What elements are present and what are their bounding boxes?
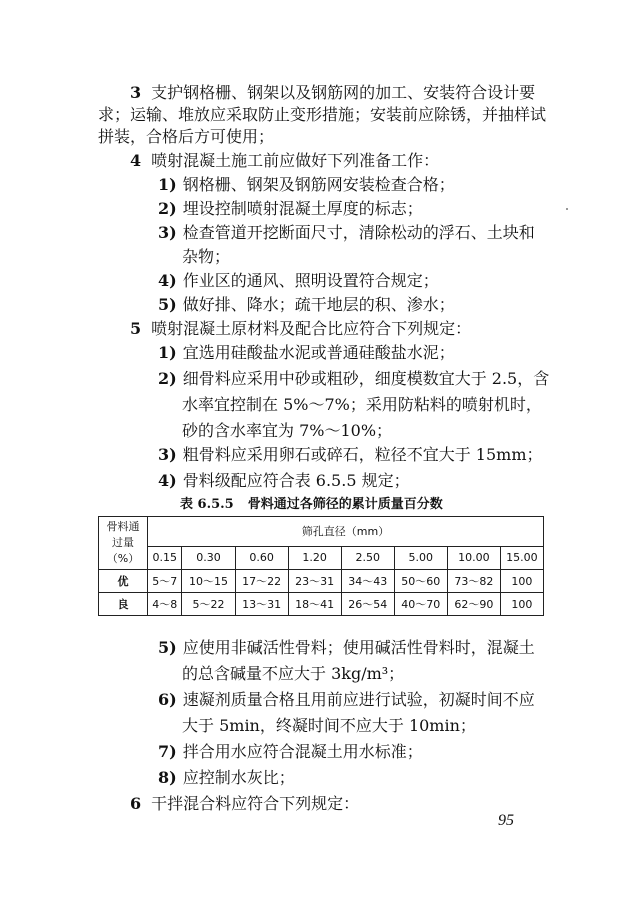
para-5-line — [130, 318, 471, 340]
table-cell: 34～43 — [341, 570, 394, 593]
corner-header-line-3: （%） — [106, 552, 140, 565]
diameter-cell: 15.00 — [500, 546, 543, 569]
scan-speck — [566, 208, 568, 210]
item-text: 应使用非碱活性骨料；使用碱活性骨料时，混凝土 — [182, 638, 535, 657]
item-text: 作业区的通风、照明设置符合规定； — [182, 271, 439, 290]
para-5-item-2 — [158, 368, 549, 390]
table-cell: 17～22 — [235, 570, 288, 593]
para-3-line-1 — [130, 82, 535, 104]
para-5-item-2-cont-2: 砂的含水率宜为 7%～10%； — [182, 421, 393, 440]
item-text: 做好排、降水；疏干地层的积、渗水； — [182, 295, 455, 314]
para-4-item-3 — [158, 222, 535, 244]
para-5-item-7 — [158, 741, 423, 763]
para-5-item-1 — [158, 342, 455, 364]
diameter-cell: 0.15 — [148, 546, 182, 569]
diameter-cell: 10.00 — [447, 546, 500, 569]
para-4-item-2 — [158, 198, 423, 220]
para-4-line — [130, 150, 439, 172]
table-header-row — [99, 517, 544, 547]
corner-header-line-1: 骨料通 — [106, 520, 140, 533]
item-number: 7) — [158, 742, 177, 761]
diameter-cell: 0.60 — [235, 546, 288, 569]
item-number: 3) — [158, 445, 177, 464]
table-cell: 50～60 — [394, 570, 447, 593]
diameter-header-cell: 筛孔直径（mm） — [148, 517, 544, 547]
table-cell: 73～82 — [447, 570, 500, 593]
para-5-item-2-cont-1: 水率宜控制在 5%～7%；采用防粘料的喷射机时， — [182, 395, 542, 414]
diameter-row — [99, 546, 544, 569]
item-text: 粗骨料应采用卵石或碎石，粒径不宜大于 15mm； — [182, 445, 543, 464]
table-row — [99, 593, 544, 616]
table-cell: 100 — [500, 593, 543, 616]
para-4-item-3-cont: 杂物； — [182, 247, 231, 266]
table-cell: 26～54 — [341, 593, 394, 616]
para-4-number: 4 — [130, 151, 142, 170]
item-number: 2) — [158, 369, 177, 388]
item-text: 钢格栅、钢架及钢筋网安装检查合格； — [182, 175, 455, 194]
para-5-item-4 — [158, 470, 410, 492]
diameter-cell: 5.00 — [394, 546, 447, 569]
item-number: 6) — [158, 690, 177, 709]
table-cell: 40～70 — [394, 593, 447, 616]
para-6-text: 干拌混合料应符合下列规定： — [151, 794, 360, 813]
para-6-number: 6 — [130, 794, 142, 813]
table-cell: 23～31 — [288, 570, 341, 593]
aggregate-grading-table — [98, 516, 544, 616]
item-text: 拌合用水应符合混凝土用水标准； — [182, 742, 423, 761]
para-5-item-3 — [158, 444, 543, 466]
para-4-item-1 — [158, 174, 455, 196]
para-5-item-5 — [158, 637, 535, 659]
table-cell: 100 — [500, 570, 543, 593]
para-5-item-6 — [158, 689, 535, 711]
para-3-text-1: 支护钢格栅、钢架以及钢筋网的加工、安装符合设计要 — [151, 83, 536, 102]
item-text: 宜选用硅酸盐水泥或普通硅酸盐水泥； — [182, 343, 455, 362]
para-5-item-5-cont: 的总含碱量不应大于 3kg/m³； — [182, 664, 405, 683]
row-label: 良 — [99, 593, 148, 616]
para-4-item-4 — [158, 270, 439, 292]
para-3-line-2: 求；运输、堆放应采取防止变形措施；安装前应除锈，并抽样试 — [98, 105, 547, 124]
item-number: 4) — [158, 271, 177, 290]
para-5-item-8 — [158, 767, 295, 789]
item-text: 速凝剂质量合格且用前应进行试验，初凝时间不应 — [182, 690, 535, 709]
item-number: 3) — [158, 223, 177, 242]
item-number: 8) — [158, 768, 177, 787]
table-cell: 62～90 — [447, 593, 500, 616]
item-number: 1) — [158, 343, 177, 362]
corner-header-cell — [99, 517, 148, 570]
para-6-line — [130, 793, 359, 815]
diameter-cell: 0.30 — [182, 546, 235, 569]
para-4-text: 喷射混凝土施工前应做好下列准备工作： — [151, 151, 440, 170]
table-caption-number: 表 6.5.5 — [180, 497, 234, 512]
table-cell: 10～15 — [182, 570, 235, 593]
para-5-item-6-cont: 大于 5min，终凝时间不应大于 10min； — [182, 716, 476, 735]
diameter-cell: 2.50 — [341, 546, 394, 569]
item-text: 埋设控制喷射混凝土厚度的标志； — [182, 199, 423, 218]
corner-header-line-2: 过量 — [112, 536, 134, 549]
item-number: 4) — [158, 471, 177, 490]
table-caption-title: 骨料通过各筛径的累计质量百分数 — [247, 497, 443, 512]
para-5-number: 5 — [130, 319, 142, 338]
item-text: 应控制水灰比； — [182, 768, 295, 787]
item-number: 1) — [158, 175, 177, 194]
table-cell: 13～31 — [235, 593, 288, 616]
item-text: 检查管道开挖断面尺寸，清除松动的浮石、土块和 — [182, 223, 535, 242]
item-text: 细骨料应采用中砂或粗砂，细度模数宜大于 2.5，含 — [182, 369, 550, 388]
table-cell: 4～8 — [148, 593, 182, 616]
para-3-number: 3 — [130, 83, 142, 102]
item-text: 骨料级配应符合表 6.5.5 规定； — [182, 471, 410, 490]
item-number: 2) — [158, 199, 177, 218]
table-cell: 18～41 — [288, 593, 341, 616]
para-5-text: 喷射混凝土原材料及配合比应符合下列规定： — [151, 319, 472, 338]
para-4-item-5 — [158, 294, 455, 316]
item-number: 5) — [158, 295, 177, 314]
table-caption — [180, 493, 443, 512]
para-3-line-3: 拼装，合格后方可使用； — [98, 127, 275, 146]
page-number: 95 — [498, 812, 514, 829]
table-row — [99, 570, 544, 593]
diameter-cell: 1.20 — [288, 546, 341, 569]
table-cell: 5～7 — [148, 570, 182, 593]
row-label: 优 — [99, 570, 148, 593]
item-number: 5) — [158, 638, 177, 657]
table-cell: 5～22 — [182, 593, 235, 616]
